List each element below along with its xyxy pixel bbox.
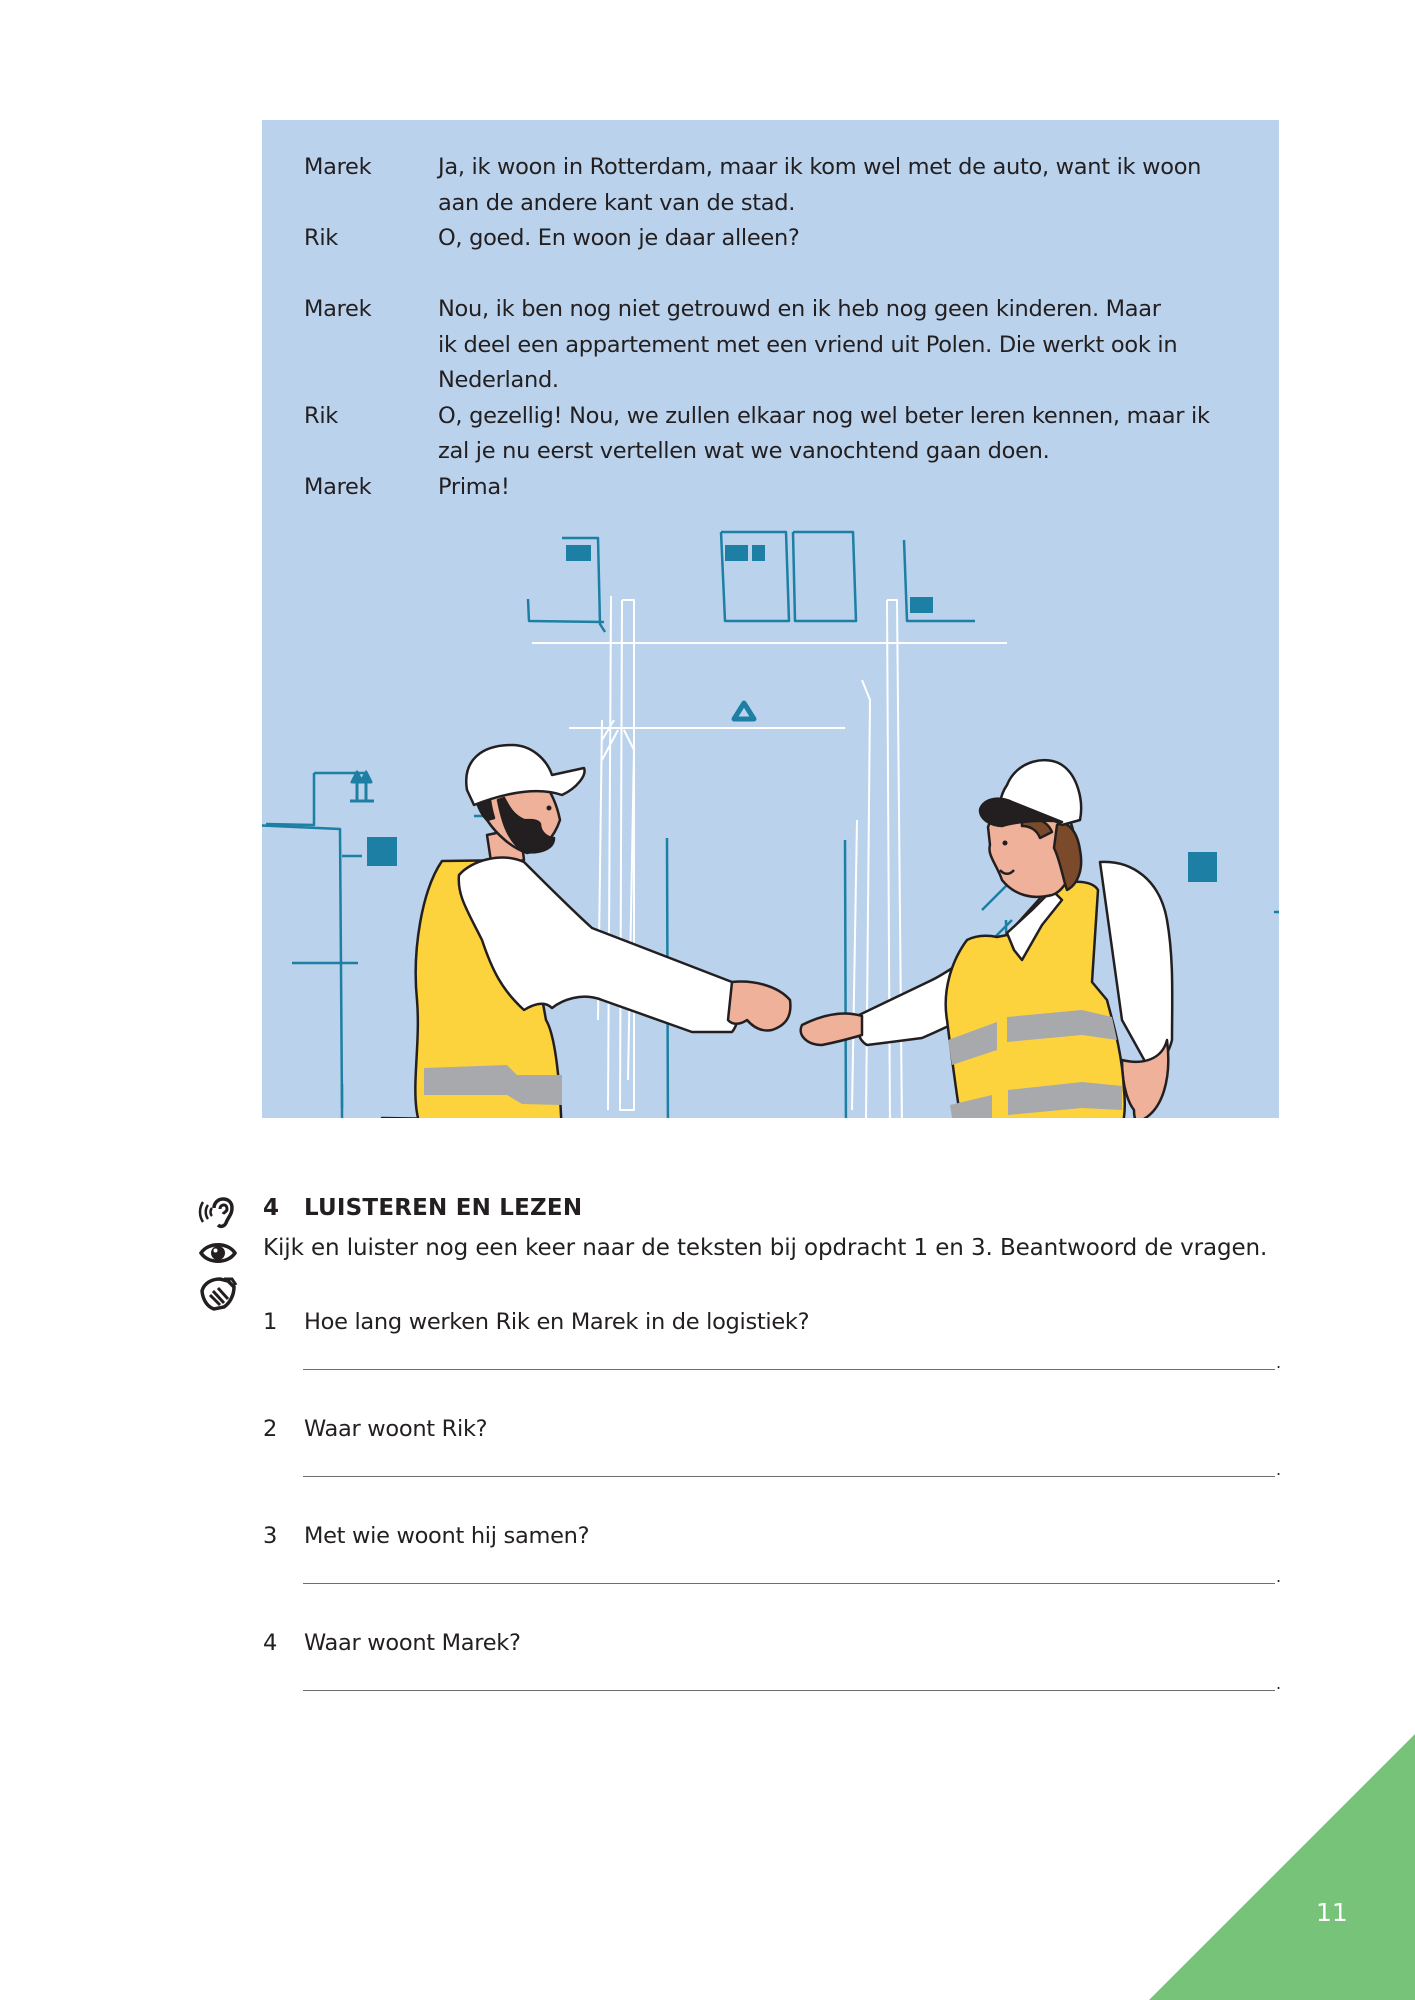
answer-field[interactable] [303,1690,1275,1691]
answer-field[interactable] [303,1369,1275,1370]
question-text: Met wie woont hij samen? [304,1523,590,1549]
speaker-name: Rik [304,402,339,429]
question-item [263,1309,1283,1372]
answer-end-period: . [1276,1460,1282,1479]
answer-end-period: . [1276,1567,1282,1586]
utterance-line: Prima! [438,473,510,500]
question-item [263,1630,1283,1693]
dialogue-turn [304,292,1254,399]
exercise-number: 4 [263,1195,280,1221]
eye-icon [198,1233,238,1273]
writing-hand-icon [198,1273,238,1313]
dialogue-turn [304,399,1254,470]
question-item [263,1523,1283,1586]
utterance [438,150,1254,221]
speaker-name: Rik [304,225,339,251]
dialogue-turn [304,221,1254,257]
smiling-worker [801,760,1173,1118]
answer-end-period: . [1276,1674,1282,1693]
question-item [263,1416,1283,1479]
speaker-name: Marek [304,296,372,322]
question-number: 3 [263,1523,278,1549]
ear-listening-icon [198,1195,238,1235]
dialogue-panel [262,120,1279,1118]
utterance-line: O, gezellig! Nou, we zullen elkaar nog wel beter leren kennen, maar ik [438,402,1210,429]
dialogue-turn [304,150,1254,221]
utterance-line: Ja, ik woon in Rotterdam, maar ik kom wel met de auto, want ik woon [438,154,1202,180]
dialogue [304,150,1254,505]
page-corner-triangle [1149,1734,1415,2000]
question-number: 1 [263,1309,278,1335]
dialogue-turn [304,470,1254,506]
utterance-line: Nederland. [438,367,559,393]
handshake-illustration [262,520,1279,1118]
question-text: Waar woont Marek? [304,1630,521,1656]
utterance [438,399,1254,470]
utterance-line: O, goed. En woon je daar alleen? [438,225,800,251]
page-number: 11 [1316,1898,1348,1927]
answer-field[interactable] [303,1476,1275,1477]
question-number: 4 [263,1630,278,1656]
exercise-heading [263,1195,582,1221]
recycle-icon [734,703,754,719]
utterance-line: zal je nu eerst vertellen wat we vanochtend gaan doen. [438,438,1050,464]
question-number: 2 [263,1416,278,1442]
exercise-title: LUISTEREN EN LEZEN [304,1195,583,1221]
utterance [438,470,1254,506]
speaker-name: Marek [304,154,372,180]
question-text: Hoe lang werken Rik en Marek in de logistiek? [304,1309,810,1335]
question-text: Waar woont Rik? [304,1416,488,1442]
answer-end-period: . [1276,1353,1282,1372]
this-side-up-icon [350,772,374,801]
speaker-name: Marek [304,473,372,500]
bearded-worker [374,745,790,1118]
exercise-instruction: Kijk en luister nog een keer naar de teksten bij opdracht 1 en 3. Beantwoord de vragen. [263,1235,1268,1261]
utterance-line: Nou, ik ben nog niet getrouwd en ik heb nog geen kinderen. Maar [438,296,1161,322]
answer-field[interactable] [303,1583,1275,1584]
utterance-line: ik deel een appartement met een vriend uit Polen. Die werkt ook in [438,331,1178,358]
utterance-line: aan de andere kant van de stad. [438,189,796,216]
utterance [438,292,1254,399]
utterance [438,221,1254,257]
